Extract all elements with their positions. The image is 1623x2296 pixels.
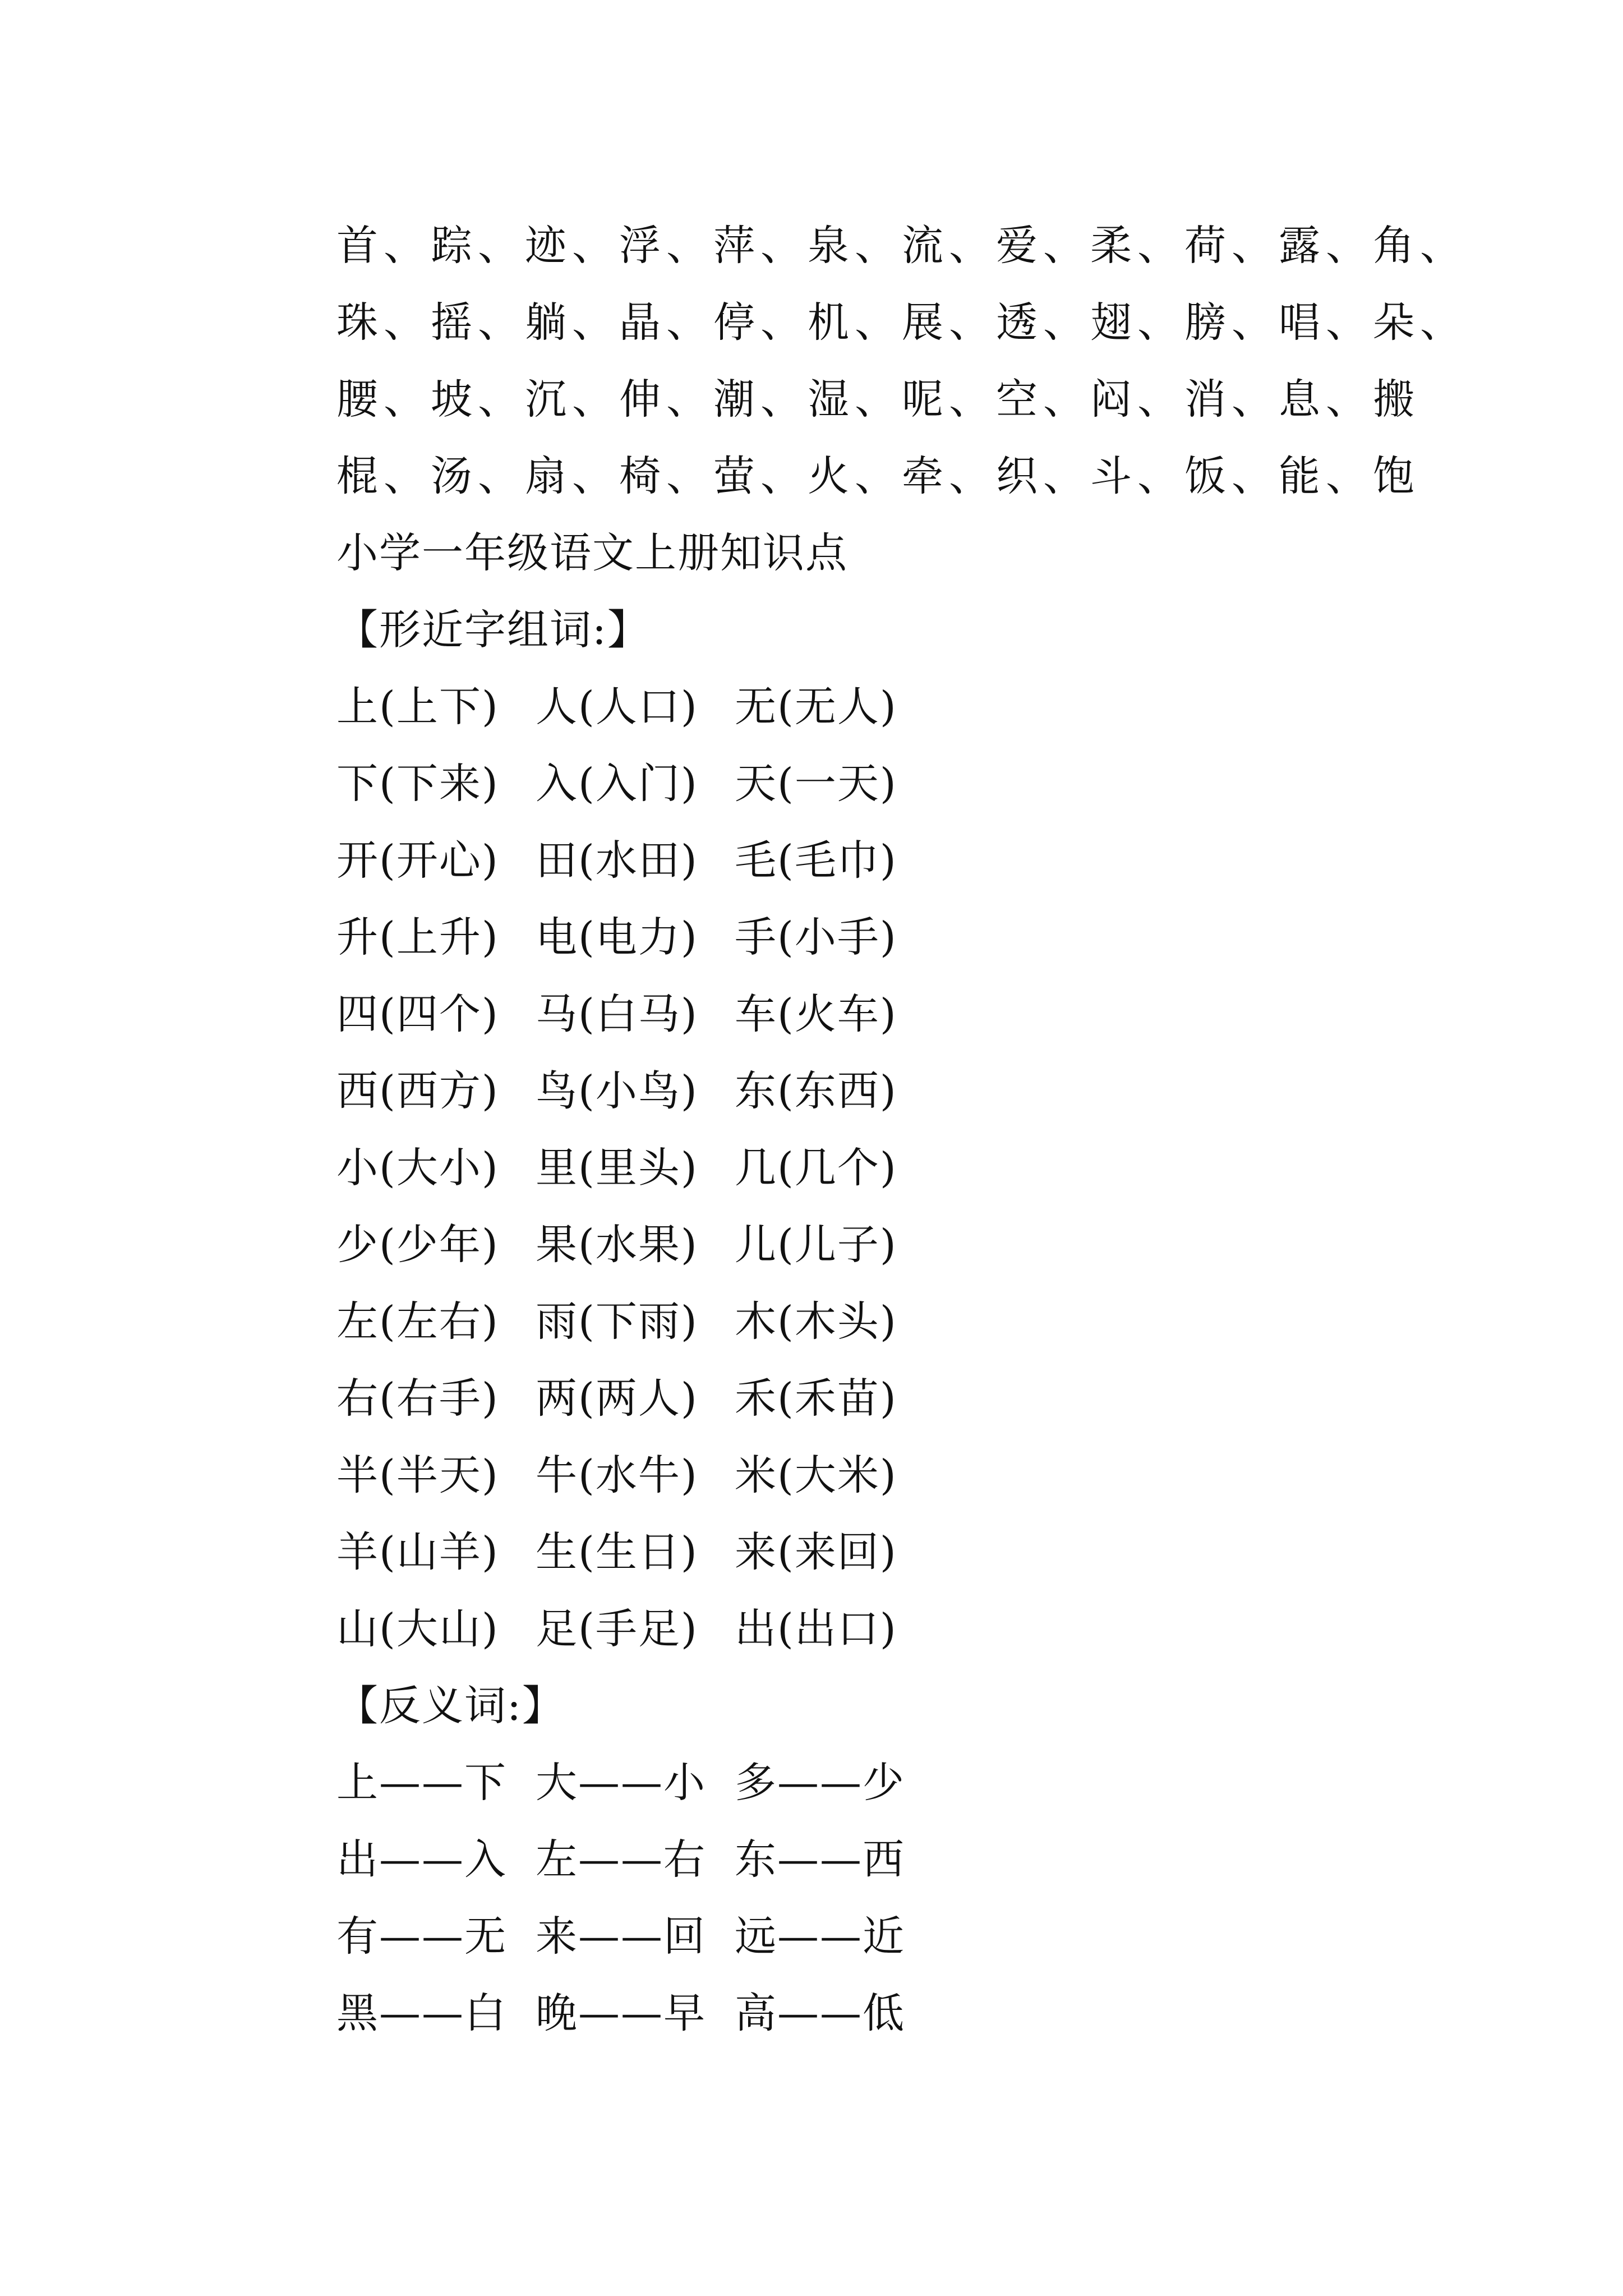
similar-row [336,1207,1503,1283]
similar-item: 果(水果) [536,1221,698,1269]
similar-row [336,1591,1503,1668]
similar-item: 手(小手) [735,913,897,961]
similar-item: 四(四个) [336,990,499,1038]
document-title: 小学一年级语文上册知识点 [336,529,848,577]
similar-item: 电(电力) [536,913,698,961]
similar-item: 左(左右) [336,1297,499,1346]
similar-item: 开(开心) [336,836,499,885]
antonym-pair: 高——低 [735,1989,905,2037]
antonym-row [336,1821,1503,1898]
similar-item: 马(白马) [536,990,698,1038]
similar-item: 小(大小) [336,1144,499,1192]
antonym-pair: 左——右 [536,1835,706,1884]
similar-item: 毛(毛巾) [735,836,897,885]
antonym-row [336,1975,1503,2052]
similar-item: 无(无人) [735,683,897,731]
antonym-pair: 有——无 [336,1912,507,1961]
similar-item: 足(手足) [536,1605,698,1653]
similar-item: 里(里头) [536,1144,698,1192]
similar-item: 升(上升) [336,913,499,961]
similar-item: 禾(禾苗) [735,1374,897,1423]
antonym-pair: 多——少 [735,1759,905,1807]
similar-item: 鸟(小鸟) [536,1067,698,1115]
similar-item: 车(火车) [735,990,897,1038]
similar-row [336,669,1503,746]
similar-item: 西(西方) [336,1067,499,1115]
similar-item: 上(上下) [336,683,499,731]
similar-item: 米(大米) [735,1451,897,1499]
similar-item: 入(入门) [536,760,698,808]
similar-item: 东(东西) [735,1067,897,1115]
similar-item: 半(半天) [336,1451,499,1499]
similar-row [336,1360,1503,1437]
similar-item: 儿(儿子) [735,1221,897,1269]
similar-item: 下(下来) [336,760,499,808]
similar-row [336,822,1503,899]
antonym-pair: 上——下 [336,1759,507,1807]
similar-item: 山(大山) [336,1605,499,1653]
antonyms-heading: 【反义词:】 [336,1682,565,1730]
similar-item: 出(出口) [735,1605,897,1653]
similar-item: 少(少年) [336,1221,499,1269]
similar-item: 生(生日) [536,1528,698,1576]
antonym-pair: 来——回 [536,1912,706,1961]
similar-row [336,746,1503,822]
character-list-line-1: 首、踪、迹、浮、萍、泉、流、爱、柔、荷、露、角、 [336,222,1467,270]
similar-item: 两(两人) [536,1374,698,1423]
similar-row [336,1437,1503,1514]
similar-item: 雨(下雨) [536,1297,698,1346]
antonym-pair: 远——近 [735,1912,905,1961]
antonym-pair: 出——入 [336,1835,507,1884]
similar-item: 来(来回) [735,1528,897,1576]
similar-row [336,1283,1503,1360]
antonym-pair: 黑——白 [336,1989,507,2037]
character-list-line-2: 珠、摇、躺、晶、停、机、展、透、翅、膀、唱、朵、 [336,298,1467,347]
character-list-line-4: 棍、汤、扇、椅、萤、火、牵、织、斗、饭、能、饱 [336,452,1420,500]
similar-row [336,899,1503,976]
similar-row [336,976,1503,1053]
character-list-line-3: 腰、坡、沉、伸、潮、湿、呢、空、闷、消、息、搬 [336,375,1420,424]
similar-item: 人(人口) [536,683,698,731]
antonym-row [336,1898,1503,1975]
antonym-pair: 东——西 [735,1835,905,1884]
document-page [336,208,1503,2052]
similar-item: 木(木头) [735,1297,897,1346]
similar-item: 羊(山羊) [336,1528,499,1576]
similar-row [336,1514,1503,1591]
similar-item: 牛(水牛) [536,1451,698,1499]
similar-row [336,1130,1503,1207]
antonym-pair: 大——小 [536,1759,706,1807]
similar-row [336,1053,1503,1130]
similar-item: 田(水田) [536,836,698,885]
antonym-row [336,1745,1503,1821]
antonym-pair: 晚——早 [536,1989,706,2037]
similar-characters-heading: 【形近字组词:】 [336,606,650,654]
similar-item: 天(一天) [735,760,897,808]
similar-item: 右(右手) [336,1374,499,1423]
similar-item: 几(几个) [735,1144,897,1192]
